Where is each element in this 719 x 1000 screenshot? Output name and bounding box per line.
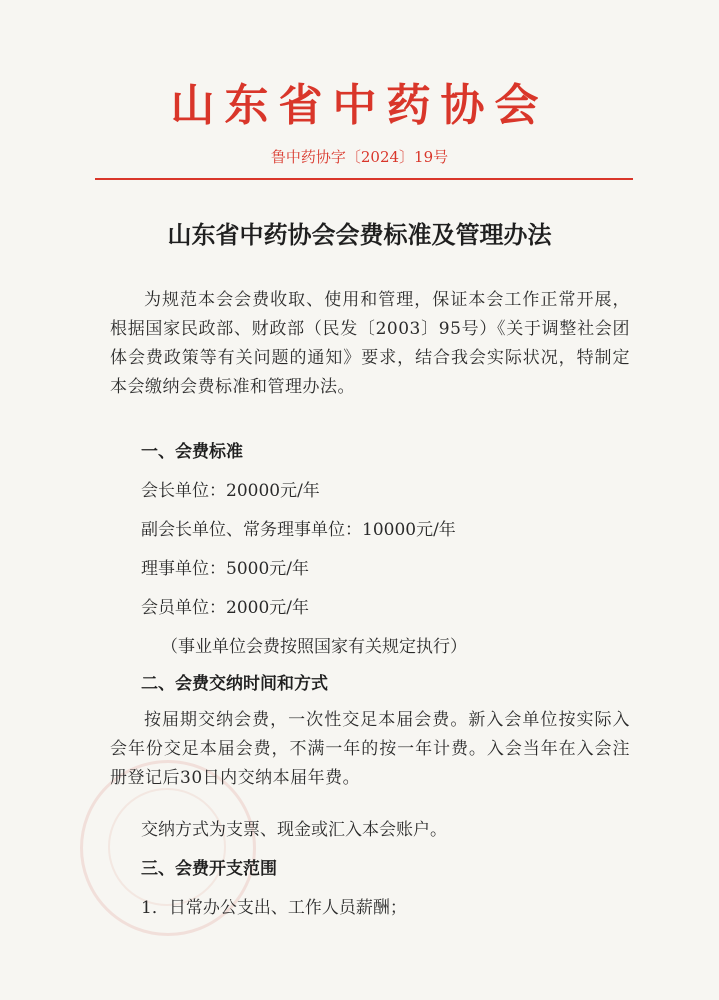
fee-item-president: 会长单位：20000元/年 bbox=[141, 481, 320, 501]
seal-stamp-inner-ring bbox=[108, 788, 226, 906]
header-divider-line bbox=[95, 178, 633, 180]
section3-item-1: 1．日常办公支出、工作人员薪酬； bbox=[141, 898, 407, 918]
section2-paragraph-2: 交纳方式为支票、现金或汇入本会账户。 bbox=[141, 820, 447, 840]
section1-heading: 一、会费标准 bbox=[141, 442, 243, 462]
document-title: 山东省中药协会会费标准及管理办法 bbox=[167, 220, 552, 249]
intro-paragraph-block bbox=[110, 286, 630, 402]
fee-item-member: 会员单位：2000元/年 bbox=[141, 598, 309, 618]
intro-paragraph: 为规范本会会费收取、使用和管理，保证本会工作正常开展，根据国家民政部、财政部（民发〔2003〕95号）《关于调整社会团体会费政策等有关问题的通知》要求，结合我会实际状况，特制定本会缴纳会费标准和管理办法。 bbox=[110, 290, 630, 397]
section2-paragraph-1: 按届期交纳会费，一次性交足本届会费。新入会单位按实际入会年份交足本届会费，不满一年的按一年计费。入会当年在入会注册登记后30日内交纳本届年费。 bbox=[110, 710, 630, 788]
document-number: 鲁中药协字〔2024〕19号 bbox=[270, 148, 449, 166]
org-header-title: 山东省中药协会 bbox=[170, 80, 549, 131]
fee-item-vice-president: 副会长单位、常务理事单位：10000元/年 bbox=[141, 520, 456, 540]
section2-paragraph-block bbox=[110, 706, 630, 793]
fee-item-director: 理事单位：5000元/年 bbox=[141, 559, 309, 579]
section3-heading: 三、会费开支范围 bbox=[141, 859, 277, 879]
fee-note: （事业单位会费按照国家有关规定执行） bbox=[161, 637, 467, 657]
section2-heading: 二、会费交纳时间和方式 bbox=[141, 674, 328, 694]
